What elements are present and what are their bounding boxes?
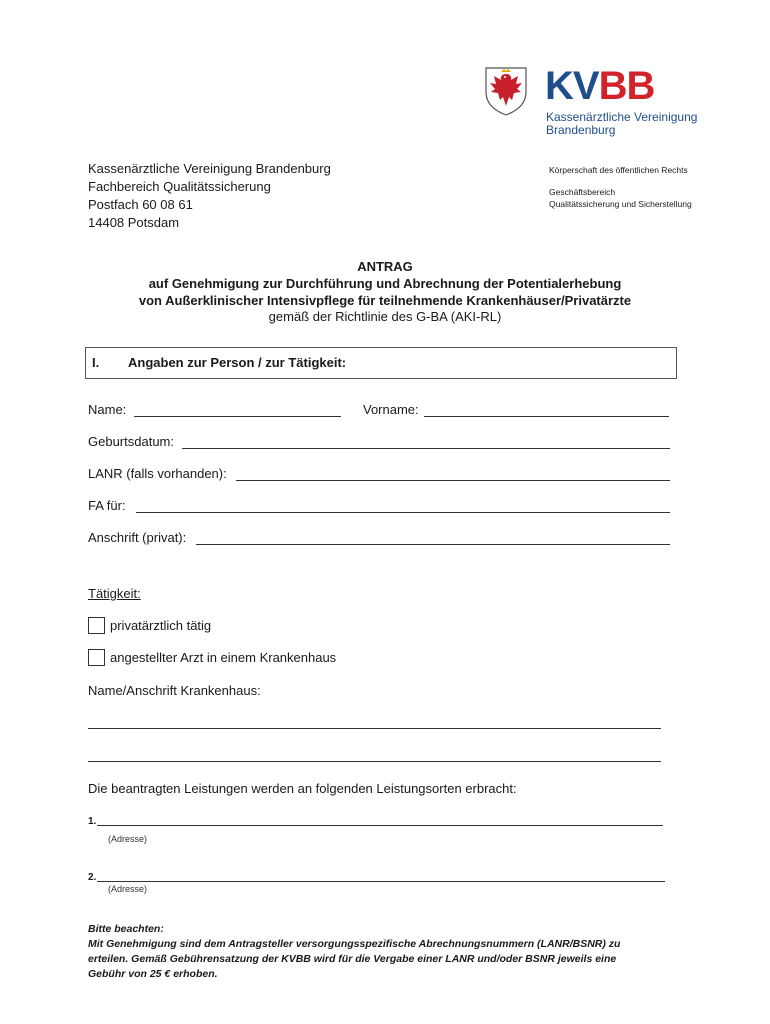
krankenhaus-label: angestellter Arzt in einem Krankenhaus (110, 650, 337, 665)
location-number-2: 2. (88, 872, 97, 883)
location-2-hint: (Adresse) (108, 884, 148, 894)
document-title: ANTRAG (357, 259, 413, 274)
geburtsdatum-field[interactable] (182, 448, 670, 449)
note-line: Gebühr von 25 € erhoben. (88, 968, 218, 980)
document-subtitle-line: von Außerklinischer Intensivpflege für teilnehmende Krankenhäuser/Privatärzte (138, 293, 632, 308)
leistungsorte-intro: Die beantragten Leistungen werden an folgenden Leistungsorten erbracht: (88, 781, 517, 796)
note-heading: Bitte beachten: (88, 923, 164, 935)
fa-field[interactable] (136, 512, 670, 513)
krankenhaus-address-field-2[interactable] (88, 761, 661, 762)
address-line: Kassenärztliche Vereinigung Brandenburg (88, 161, 331, 176)
location-2-field[interactable] (97, 881, 665, 882)
lanr-field[interactable] (236, 480, 670, 481)
location-number-1: 1. (88, 816, 97, 827)
address-line: Fachbereich Qualitätssicherung (88, 179, 271, 194)
kvbb-logo (545, 63, 654, 109)
section-number: I. (92, 355, 100, 370)
anschrift-label: Anschrift (privat): (88, 530, 187, 545)
krankenhaus-address-label: Name/Anschrift Krankenhaus: (88, 683, 261, 698)
note-line: erteilen. Gemäß Gebührensatzung der KVBB wird für die Vergabe einer LANR und/oder BSNR jeweils eine (88, 953, 617, 965)
fa-label: FA für: (88, 498, 126, 513)
geburtsdatum-label: Geburtsdatum: (88, 434, 174, 449)
krankenhaus-checkbox[interactable] (88, 649, 105, 666)
vorname-label: Vorname: (363, 402, 419, 417)
location-1-field[interactable] (97, 825, 663, 826)
logo-subtitle-line1: Kassenärztliche Vereinigung (546, 110, 698, 124)
note-line: Mit Genehmigung sind dem Antragsteller versorgungsspezifische Abrechnungsnummern (LANR/BSNR) zu (88, 938, 621, 950)
recipient-address (88, 160, 331, 232)
logo-subtitle-line2: Brandenburg (546, 123, 616, 137)
privatarzt-checkbox[interactable] (88, 617, 105, 634)
vorname-field[interactable] (424, 416, 669, 417)
krankenhaus-address-field-1[interactable] (88, 728, 661, 729)
address-line: Postfach 60 08 61 (88, 197, 193, 212)
anschrift-field[interactable] (196, 544, 670, 545)
logo-bb-text: BB (598, 64, 655, 108)
lanr-label: LANR (falls vorhanden): (88, 466, 227, 481)
privatarzt-label: privatärztlich tätig (110, 618, 212, 633)
name-field[interactable] (134, 416, 341, 417)
section-title: Angaben zur Person / zur Tätigkeit: (128, 355, 347, 370)
logo-subtitle (546, 111, 697, 137)
logo-kv-text: KV (545, 64, 599, 108)
document-subtitle-line: auf Genehmigung zur Durchführung und Abrechnung der Potentialerhebung (148, 276, 622, 291)
department-name: Qualitätssicherung und Sicherstellung (549, 199, 692, 209)
name-label: Name: (88, 402, 127, 417)
important-note (88, 922, 688, 982)
brandenburg-eagle-crest-icon (484, 66, 528, 116)
location-1-hint: (Adresse) (108, 834, 148, 844)
corporate-status: Körperschaft des öffentlichen Rechts (549, 165, 688, 175)
department-label: Geschäftsbereich (549, 187, 616, 197)
document-subtitle-line: gemäß der Richtlinie des G-BA (AKI-RL) (268, 309, 502, 324)
address-line: 14408 Potsdam (88, 215, 180, 230)
taetigkeit-heading: Tätigkeit: (88, 586, 141, 601)
